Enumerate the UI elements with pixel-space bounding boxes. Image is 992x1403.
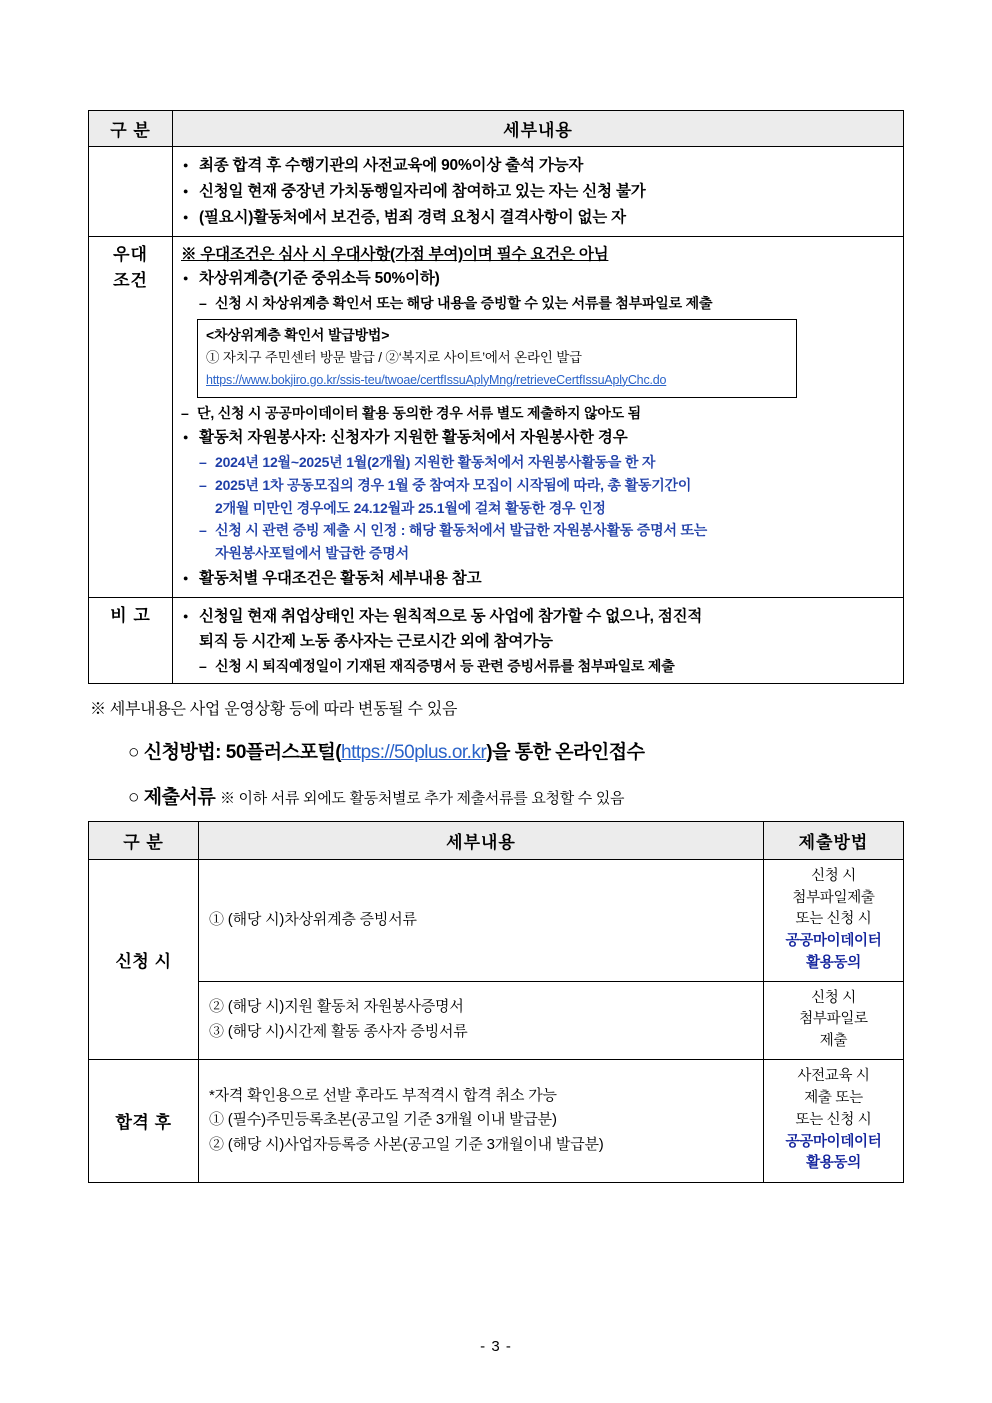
table-row bbox=[89, 859, 904, 981]
table1-header-division: 구 분 bbox=[89, 111, 173, 147]
remark-sub: – 신청 시 퇴직예정일이 기재된 재직증명서 등 관련 증빙서류를 첨부파일로 제출 bbox=[199, 655, 895, 678]
preference-b2-sub-3-cont: 자원봉사포털에서 발급한 증명서 bbox=[215, 545, 409, 562]
table2-row1-label: 신청 시 bbox=[89, 859, 199, 1059]
table-row bbox=[89, 1059, 904, 1182]
method-line: 또는 신청 시 bbox=[795, 1111, 872, 1128]
list-item: ● 활동처별 우대조건은 활동처 세부내용 참고 bbox=[181, 566, 895, 591]
list-item: ● 신청일 현재 중장년 가치동행일자리에 참여하고 있는 자는 신청 불가 bbox=[181, 179, 895, 204]
preference-b2-sub-1: – 2024년 12월~2025년 1월(2개월) 지원한 활동처에서 자원봉사활동을 한 자 bbox=[199, 451, 895, 474]
method-line: 사전교육 시 bbox=[797, 1068, 870, 1085]
method-line: 신청 시 bbox=[811, 989, 856, 1006]
remark-line1: 신청일 현재 취업상태인 자는 원칙적으로 동 사업에 참가할 수 없으나, 점진적 bbox=[199, 607, 703, 625]
bullet-circle-icon: ○ bbox=[128, 741, 139, 763]
method-line: 신청 시 bbox=[811, 867, 856, 884]
issue-method-line1: ① 자치구 주민센터 방문 발급 / ②‘복지로 사이트’에서 온라인 발급 bbox=[206, 349, 582, 365]
list-item: ● 차상위계층(기준 중위소득 50%이하) bbox=[181, 266, 895, 291]
detail-line: ① (필수)주민등록초본(공고일 기준 3개월 이내 발급분) bbox=[209, 1111, 557, 1129]
table1-remark-label: 비 고 bbox=[89, 597, 173, 683]
method-line: 제출 또는 bbox=[804, 1090, 863, 1107]
table1-preference-detail bbox=[173, 237, 904, 598]
table2-row3-method bbox=[764, 1059, 904, 1182]
50plus-portal-link[interactable]: https://50plus.or.kr bbox=[341, 741, 487, 763]
table-row bbox=[89, 981, 904, 1059]
preference-label-line1: 우대 bbox=[113, 245, 148, 265]
detail-line: ③ (해당 시)시간제 활동 종사자 증빙서류 bbox=[209, 1023, 468, 1041]
table1-remark-detail bbox=[173, 597, 904, 683]
apply-method-title: 신청방법: 50플러스포털( bbox=[143, 741, 342, 763]
table-row bbox=[89, 147, 904, 237]
preference-b1-sub2: – 단, 신청 시 공공마이데이터 활용 동의한 경우 서류 별도 제출하지 않아도 됨 bbox=[181, 402, 895, 425]
method-line: 첨부파일로 bbox=[799, 1011, 868, 1028]
eligibility-table bbox=[88, 110, 904, 684]
method-line-bold: 활용동의 bbox=[806, 954, 861, 971]
documents-title: 제출서류 bbox=[143, 786, 216, 808]
preference-b2-sub-2: – 2025년 1차 공동모집의 경우 1월 중 참여자 모집이 시작됨에 따라, 총 활동기간이 bbox=[199, 474, 895, 497]
table2-row1-method bbox=[764, 859, 904, 981]
detail-line: ② (해당 시)사업자등록증 사본(공고일 기준 3개월이내 발급분) bbox=[209, 1136, 604, 1154]
list-item bbox=[181, 604, 895, 654]
method-line-bold: 공공마이데이터 bbox=[785, 933, 882, 950]
preference-b2-sub-3: – 신청 시 관련 증빙 제출 시 인정 : 해당 활동처에서 발급한 자원봉사활동 증명서 또는 bbox=[199, 519, 895, 542]
list-item: ● 활동처 자원봉사자: 신청자가 지원한 활동처에서 자원봉사한 경우 bbox=[181, 425, 895, 450]
table2-header-method: 제출방법 bbox=[764, 821, 904, 859]
table2-row3-label: 합격 후 bbox=[89, 1059, 199, 1182]
bokjiro-link[interactable]: https://www.bokjiro.go.kr/ssis-teu/twoae/certfIssuAplyMng/retrieveCertfIssuAplyChc.do bbox=[206, 372, 667, 387]
table2-row1-detail bbox=[199, 859, 764, 981]
table2-header-detail: 세부내용 bbox=[199, 821, 764, 859]
apply-method-tail: )을 통한 온라인접수 bbox=[486, 741, 645, 763]
table-header-row bbox=[89, 111, 904, 147]
detail-line: ① (해당 시)차상위계층 증빙서류 bbox=[209, 910, 417, 928]
list-item: ● (필요시)활동처에서 보건증, 범죄 경력 요청시 결격사항이 없는 자 bbox=[181, 205, 895, 230]
detail-line: ② (해당 시)지원 활동처 자원봉사증명서 bbox=[209, 998, 464, 1016]
table1-row1-label bbox=[89, 147, 173, 237]
documents-note: ※ 이하 서류 외에도 활동처별로 추가 제출서류를 요청할 수 있음 bbox=[219, 789, 625, 807]
method-line: 첨부파일제출 bbox=[792, 889, 875, 906]
table2-header-division: 구 분 bbox=[89, 821, 199, 859]
table1-header-detail: 세부내용 bbox=[173, 111, 904, 147]
preference-note: ※ 우대조건은 심사 시 우대사항(가점 부여)이며 필수 요건은 아님 bbox=[181, 246, 609, 264]
page-number: - 3 - bbox=[480, 1338, 512, 1355]
method-line-bold: 공공마이데이터 bbox=[785, 1133, 882, 1150]
detail-line: *자격 확인용으로 선발 후라도 부적격시 합격 취소 가능 bbox=[209, 1086, 557, 1104]
table1-preference-label bbox=[89, 237, 173, 598]
list-item: ● 최종 합격 후 수행기관의 사전교육에 90%이상 출석 가능자 bbox=[181, 153, 895, 178]
documents-table bbox=[88, 821, 904, 1183]
method-line: 또는 신청 시 bbox=[795, 911, 872, 928]
issue-method-title: <차상위계층 확인서 발급방법> bbox=[206, 327, 390, 344]
remark-line2: 퇴직 등 시간제 노동 종사자는 근로시간 외에 참여가능 bbox=[199, 633, 553, 650]
apply-method-line bbox=[128, 737, 904, 764]
bullet-circle-icon: ○ bbox=[128, 786, 139, 808]
table-row bbox=[89, 237, 904, 598]
documents-line bbox=[128, 782, 904, 809]
table-header-row bbox=[89, 821, 904, 859]
preference-b2-sub-2-cont: 2개월 미만인 경우에도 24.12월과 25.1월에 걸쳐 활동한 경우 인정 bbox=[215, 499, 606, 516]
table-row bbox=[89, 597, 904, 683]
table-footnote: ※ 세부내용은 사업 운영상황 등에 따라 변동될 수 있음 bbox=[90, 700, 458, 718]
preference-label-line2: 조건 bbox=[113, 270, 148, 290]
table2-row3-detail bbox=[199, 1059, 764, 1182]
issue-method-box bbox=[197, 319, 797, 398]
table1-row1-detail bbox=[173, 147, 904, 237]
method-line: 제출 bbox=[819, 1033, 848, 1050]
table2-row2-method bbox=[764, 981, 904, 1059]
table2-row2-detail bbox=[199, 981, 764, 1059]
method-line-bold: 활용동의 bbox=[806, 1155, 861, 1172]
preference-b1-sub: – 신청 시 차상위계층 확인서 또는 해당 내용을 증빙할 수 있는 서류를 첨부파일로 제출 bbox=[199, 292, 895, 315]
